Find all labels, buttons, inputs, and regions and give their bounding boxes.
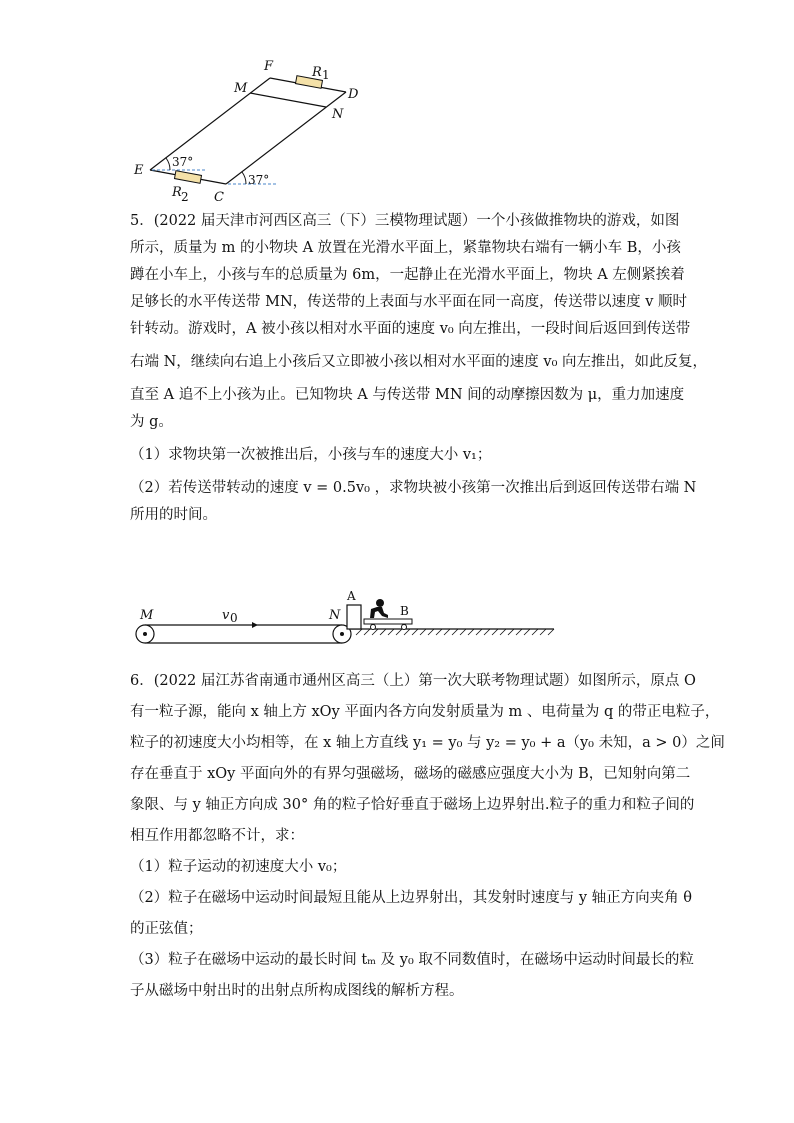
label-R1: R	[312, 65, 322, 80]
q6-line: （2）粒子在磁场中运动时间最短且能从上边界射出，其发射时速度与 y 轴正方向夹角 θ	[130, 890, 692, 906]
q6-line: 粒子的初速度大小均相等，在 x 轴上方直线 y₁ = y₀ 与 y₂ = y₀ + a（y₀ 未知，a > 0）之间	[130, 735, 725, 751]
question-6	[130, 672, 725, 1001]
q5-line: 针转动。游戏时，A 被小孩以相对水平面的速度 v₀ 向左推出，一段时间后返回到传送带	[130, 321, 691, 337]
label-M: M	[234, 81, 248, 96]
q6-line: 的正弦值；	[130, 921, 203, 937]
q6-line: 象限、与 y 轴正方向成 30° 角的粒子恰好垂直于磁场上边界射出.粒子的重力和粒子间的	[130, 797, 695, 813]
q5-line: 蹲在小车上，小孩与车的总质量为 6m，一起静止在光滑水平面上，物块 A 左侧紧挨着	[130, 267, 685, 283]
q5-line: 右端 N，继续向右追上小孩后又立即被小孩以相对水平面的速度 v₀ 向左推出，如此反复，	[130, 354, 708, 370]
q5-line: 足够长的水平传送带 MN，传送带的上表面与水平面在同一高度，传送带以速度 v 顺时	[130, 294, 688, 310]
q6-line: 相互作用都忽略不计，求：	[130, 828, 304, 844]
q5-line: 5．(2022 届天津市河西区高三（下）三模物理试题）一个小孩做推物块的游戏，如图	[130, 213, 680, 229]
q6-line: 有一粒子源，能向 x 轴上方 xOy 平面内各方向发射质量为 m 、电荷量为 q 的带正电粒子，	[130, 704, 720, 720]
label-N: N	[329, 608, 341, 623]
label-A: A	[347, 589, 356, 603]
label-R2: R	[172, 185, 182, 200]
label-v0-sub: 0	[230, 611, 238, 625]
label-angle-bottom: 37°	[248, 173, 270, 187]
q5-line: （1）求物块第一次被推出后，小孩与车的速度大小 v₁；	[130, 447, 492, 463]
label-R1-sub: 1	[322, 68, 330, 82]
question-5	[130, 212, 708, 525]
label-v0: v	[222, 608, 230, 623]
label-E: E	[134, 163, 144, 178]
q6-line: 子从磁场中射出时的出射点所构成图线的解析方程。	[130, 983, 464, 999]
q5-line: 所用的时间。	[130, 507, 217, 523]
q5-line: 直至 A 追不上小孩为止。已知物块 A 与传送带 MN 间的动摩擦因数为 μ，重力加速度	[130, 387, 685, 403]
label-M: M	[140, 608, 154, 623]
q5-line: 为 g。	[130, 414, 173, 430]
label-B: B	[400, 604, 409, 618]
figure-conveyor	[130, 585, 560, 645]
q6-line: （1）粒子运动的初速度大小 v₀；	[130, 859, 347, 875]
q5-line: （2）若传送带转动的速度 v = 0.5v₀ ，求物块被小孩第一次推出后到返回传送带右端 N	[130, 480, 697, 496]
label-angle-top: 37°	[172, 155, 194, 169]
child-figure	[370, 599, 388, 618]
q6-line: 6．(2022 届江苏省南通市通州区高三（上）第一次大联考物理试题）如图所示，原点 O	[130, 673, 696, 689]
label-C: C	[214, 190, 224, 205]
label-F: F	[264, 59, 274, 74]
figure-inclined-rails	[130, 56, 360, 206]
q6-line: （3）粒子在磁场中运动的最长时间 tₘ 及 y₀ 取不同数值时，在磁场中运动时间最长的粒	[130, 952, 694, 968]
q6-line: 存在垂直于 xOy 平面向外的有界匀强磁场，磁场的磁感应强度大小为 B，已知射向第二	[130, 766, 691, 782]
label-D: D	[348, 87, 359, 102]
label-N: N	[332, 107, 344, 122]
q5-line: 所示，质量为 m 的小物块 A 放置在光滑水平面上，紧靠物块右端有一辆小车 B，小孩	[130, 240, 681, 256]
label-R2-sub: 2	[181, 190, 189, 204]
